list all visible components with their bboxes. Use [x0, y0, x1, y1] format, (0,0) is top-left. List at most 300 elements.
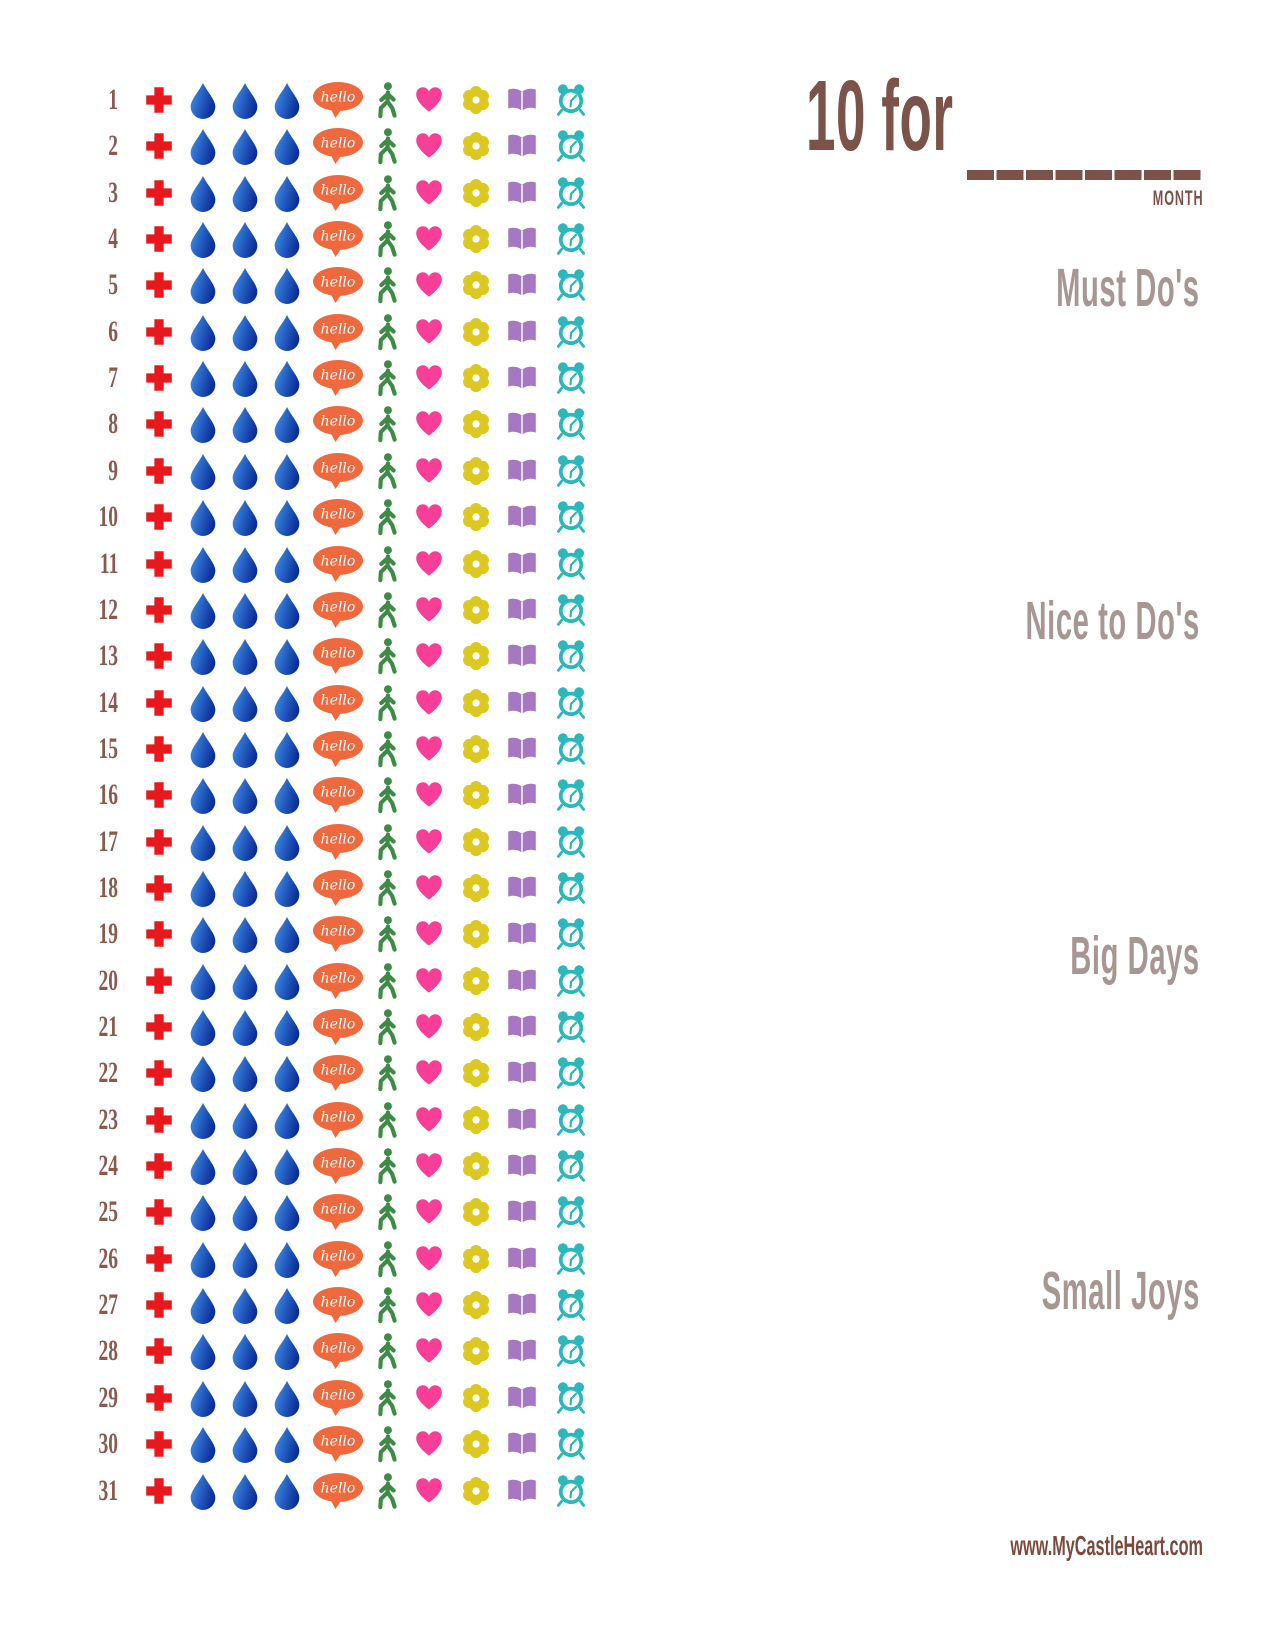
- water-drop-icon: [184, 1472, 222, 1510]
- alarm-clock-icon: [553, 498, 589, 536]
- day-number: 22: [98, 1056, 118, 1090]
- walking-person-icon: [368, 684, 406, 722]
- alarm-clock-icon: [553, 637, 589, 675]
- day-number: 10: [98, 500, 118, 534]
- flower-icon: [460, 1057, 493, 1090]
- walking-person-icon: [368, 962, 406, 1000]
- flower-icon: [460, 315, 493, 348]
- water-drop-icon: [184, 1425, 222, 1463]
- flower-icon: [460, 454, 493, 487]
- hello-speech-bubble-icon: [312, 359, 364, 397]
- walking-person-icon: [368, 452, 406, 490]
- tracker-row-15: [60, 727, 605, 771]
- open-book-icon: [505, 1151, 540, 1182]
- hello-speech-bubble-icon: [312, 730, 364, 768]
- alarm-clock-icon: [553, 545, 589, 583]
- red-cross-icon: [144, 316, 175, 347]
- red-cross-icon: [144, 1336, 175, 1367]
- hello-speech-bubble-icon: [312, 1147, 364, 1185]
- tracker-row-16: [60, 773, 605, 817]
- heart-icon: [412, 1475, 446, 1506]
- flower-icon: [460, 1474, 493, 1507]
- open-book-icon: [505, 502, 540, 533]
- red-cross-icon: [144, 1151, 175, 1182]
- alarm-clock-icon: [553, 127, 589, 165]
- heart-icon: [412, 826, 446, 857]
- water-drop-icon: [226, 359, 264, 397]
- day-number: 26: [98, 1241, 118, 1275]
- hello-speech-bubble-icon: [312, 869, 364, 907]
- hello-speech-bubble-icon: [312, 1054, 364, 1092]
- day-number: 4: [108, 222, 118, 256]
- water-drop-icon: [184, 684, 222, 722]
- water-drop-icon: [184, 962, 222, 1000]
- water-drop-icon: [226, 915, 264, 953]
- hello-speech-bubble-icon: [312, 545, 364, 583]
- hello-speech-bubble-icon: [312, 313, 364, 351]
- day-number: 6: [108, 314, 118, 348]
- flower-icon: [460, 547, 493, 580]
- water-drop-icon: [184, 498, 222, 536]
- flower-icon: [460, 640, 493, 673]
- water-drop-icon: [184, 869, 222, 907]
- hello-speech-bubble-icon: [312, 1332, 364, 1370]
- red-cross-icon: [144, 131, 175, 162]
- water-drop-icon: [184, 730, 222, 768]
- open-book-icon: [505, 641, 540, 672]
- water-drop-icon: [226, 1147, 264, 1185]
- red-cross-icon: [144, 826, 175, 857]
- heart-icon: [412, 224, 446, 255]
- heart-icon: [412, 316, 446, 347]
- day-number: 24: [98, 1149, 118, 1183]
- water-drop-icon: [268, 869, 306, 907]
- alarm-clock-icon: [553, 1332, 589, 1370]
- day-number: 3: [108, 175, 118, 209]
- red-cross-icon: [144, 502, 175, 533]
- heart-icon: [412, 1058, 446, 1089]
- water-drop-icon: [268, 220, 306, 258]
- heart-icon: [412, 131, 446, 162]
- section-label-small-joys: Small Joys: [1041, 1261, 1200, 1321]
- hello-speech-bubble-icon: [312, 1240, 364, 1278]
- open-book-icon: [505, 548, 540, 579]
- open-book-icon: [505, 316, 540, 347]
- water-drop-icon: [268, 1472, 306, 1510]
- water-drop-icon: [184, 174, 222, 212]
- open-book-icon: [505, 826, 540, 857]
- water-drop-icon: [226, 1472, 264, 1510]
- water-drop-icon: [184, 1147, 222, 1185]
- flower-icon: [460, 84, 493, 117]
- walking-person-icon: [368, 869, 406, 907]
- hello-speech-bubble-icon: [312, 684, 364, 722]
- alarm-clock-icon: [553, 684, 589, 722]
- water-drop-icon: [184, 1379, 222, 1417]
- water-drop-icon: [184, 776, 222, 814]
- open-book-icon: [505, 409, 540, 440]
- water-drop-icon: [226, 1193, 264, 1231]
- water-drop-icon: [268, 359, 306, 397]
- heart-icon: [412, 872, 446, 903]
- water-drop-icon: [268, 313, 306, 351]
- tracker-row-31: [60, 1469, 605, 1513]
- hello-speech-bubble-icon: [312, 1286, 364, 1324]
- alarm-clock-icon: [553, 359, 589, 397]
- water-drop-icon: [268, 730, 306, 768]
- red-cross-icon: [144, 85, 175, 116]
- red-cross-icon: [144, 594, 175, 625]
- hello-speech-bubble-icon: [312, 1193, 364, 1231]
- day-number: 2: [108, 129, 118, 163]
- red-cross-icon: [144, 1058, 175, 1089]
- water-drop-icon: [268, 823, 306, 861]
- walking-person-icon: [368, 637, 406, 675]
- alarm-clock-icon: [553, 452, 589, 490]
- day-number: 14: [98, 685, 118, 719]
- day-number: 1: [108, 83, 118, 116]
- red-cross-icon: [144, 455, 175, 486]
- hello-speech-bubble-icon: [312, 1472, 364, 1510]
- heart-icon: [412, 687, 446, 718]
- red-cross-icon: [144, 641, 175, 672]
- flower-icon: [460, 1196, 493, 1229]
- tracker-row-29: [60, 1376, 605, 1420]
- water-drop-icon: [268, 1240, 306, 1278]
- tracker-row-3: [60, 171, 605, 215]
- red-cross-icon: [144, 177, 175, 208]
- open-book-icon: [505, 85, 540, 116]
- flower-icon: [460, 130, 493, 163]
- tracker-row-14: [60, 681, 605, 725]
- water-drop-icon: [268, 684, 306, 722]
- water-drop-icon: [226, 313, 264, 351]
- water-drop-icon: [226, 220, 264, 258]
- water-drop-icon: [268, 1147, 306, 1185]
- water-drop-icon: [268, 81, 306, 119]
- flower-icon: [460, 964, 493, 997]
- alarm-clock-icon: [553, 730, 589, 768]
- tracker-row-25: [60, 1190, 605, 1234]
- walking-person-icon: [368, 81, 406, 119]
- walking-person-icon: [368, 359, 406, 397]
- heart-icon: [412, 1429, 446, 1460]
- heart-icon: [412, 85, 446, 116]
- hello-speech-bubble-icon: [312, 637, 364, 675]
- water-drop-icon: [268, 1379, 306, 1417]
- flower-icon: [460, 1011, 493, 1044]
- flower-icon: [460, 1381, 493, 1414]
- walking-person-icon: [368, 266, 406, 304]
- water-drop-icon: [184, 359, 222, 397]
- red-cross-icon: [144, 409, 175, 440]
- heart-icon: [412, 455, 446, 486]
- day-number: 16: [98, 778, 118, 812]
- open-book-icon: [505, 733, 540, 764]
- day-number: 5: [108, 268, 118, 302]
- section-label-big-days: Big Days: [1070, 926, 1200, 986]
- hello-speech-bubble-icon: [312, 915, 364, 953]
- red-cross-icon: [144, 363, 175, 394]
- red-cross-icon: [144, 1475, 175, 1506]
- section-label-nice-to-dos: Nice to Do's: [1025, 591, 1200, 651]
- day-number: 9: [108, 453, 118, 487]
- water-drop-icon: [226, 405, 264, 443]
- open-book-icon: [505, 594, 540, 625]
- open-book-icon: [505, 687, 540, 718]
- red-cross-icon: [144, 780, 175, 811]
- day-number: 13: [98, 639, 118, 673]
- tracker-row-18: [60, 866, 605, 910]
- tracker-row-27: [60, 1283, 605, 1327]
- heart-icon: [412, 270, 446, 301]
- walking-person-icon: [368, 220, 406, 258]
- heart-icon: [412, 1104, 446, 1135]
- month-blank-line: [967, 170, 1203, 180]
- hello-speech-bubble-icon: [312, 776, 364, 814]
- red-cross-icon: [144, 1290, 175, 1321]
- water-drop-icon: [268, 405, 306, 443]
- hello-speech-bubble-icon: [312, 1008, 364, 1046]
- flower-icon: [460, 686, 493, 719]
- red-cross-icon: [144, 1382, 175, 1413]
- tracker-row-22: [60, 1051, 605, 1095]
- walking-person-icon: [368, 1008, 406, 1046]
- page-title: [806, 60, 1084, 172]
- water-drop-icon: [184, 220, 222, 258]
- flower-icon: [460, 223, 493, 256]
- heart-icon: [412, 780, 446, 811]
- water-drop-icon: [226, 452, 264, 490]
- day-number: 31: [98, 1473, 118, 1507]
- heart-icon: [412, 965, 446, 996]
- red-cross-icon: [144, 1012, 175, 1043]
- walking-person-icon: [368, 405, 406, 443]
- heart-icon: [412, 177, 446, 208]
- flower-icon: [460, 593, 493, 626]
- walking-person-icon: [368, 823, 406, 861]
- alarm-clock-icon: [553, 1379, 589, 1417]
- tracker-row-13: [60, 634, 605, 678]
- water-drop-icon: [226, 1008, 264, 1046]
- day-number: 25: [98, 1195, 118, 1229]
- open-book-icon: [505, 131, 540, 162]
- day-number: 23: [98, 1102, 118, 1136]
- walking-person-icon: [368, 1240, 406, 1278]
- walking-person-icon: [368, 591, 406, 629]
- tracker-row-19: [60, 912, 605, 956]
- flower-icon: [460, 501, 493, 534]
- alarm-clock-icon: [553, 174, 589, 212]
- heart-icon: [412, 1151, 446, 1182]
- hello-speech-bubble-icon: [312, 498, 364, 536]
- red-cross-icon: [144, 919, 175, 950]
- alarm-clock-icon: [553, 962, 589, 1000]
- water-drop-icon: [226, 498, 264, 536]
- heart-icon: [412, 1336, 446, 1367]
- hello-speech-bubble-icon: [312, 127, 364, 165]
- water-drop-icon: [184, 81, 222, 119]
- day-number: 28: [98, 1334, 118, 1368]
- water-drop-icon: [226, 1054, 264, 1092]
- flower-icon: [460, 408, 493, 441]
- water-drop-icon: [184, 1286, 222, 1324]
- heart-icon: [412, 1290, 446, 1321]
- day-number: 7: [108, 361, 118, 395]
- red-cross-icon: [144, 872, 175, 903]
- open-book-icon: [505, 363, 540, 394]
- red-cross-icon: [144, 965, 175, 996]
- water-drop-icon: [184, 1054, 222, 1092]
- walking-person-icon: [368, 1147, 406, 1185]
- day-number: 30: [98, 1427, 118, 1461]
- flower-icon: [460, 1242, 493, 1275]
- water-drop-icon: [226, 591, 264, 629]
- water-drop-icon: [184, 452, 222, 490]
- open-book-icon: [505, 1290, 540, 1321]
- heart-icon: [412, 733, 446, 764]
- water-drop-icon: [268, 637, 306, 675]
- tracker-row-11: [60, 542, 605, 586]
- alarm-clock-icon: [553, 1472, 589, 1510]
- flower-icon: [460, 779, 493, 812]
- alarm-clock-icon: [553, 266, 589, 304]
- open-book-icon: [505, 1243, 540, 1274]
- walking-person-icon: [368, 1472, 406, 1510]
- flower-icon: [460, 176, 493, 209]
- open-book-icon: [505, 1429, 540, 1460]
- alarm-clock-icon: [553, 81, 589, 119]
- walking-person-icon: [368, 1286, 406, 1324]
- heart-icon: [412, 1197, 446, 1228]
- day-number: 17: [98, 824, 118, 858]
- tracker-row-17: [60, 820, 605, 864]
- red-cross-icon: [144, 1197, 175, 1228]
- water-drop-icon: [268, 127, 306, 165]
- water-drop-icon: [226, 266, 264, 304]
- open-book-icon: [505, 965, 540, 996]
- flower-icon: [460, 1428, 493, 1461]
- water-drop-icon: [184, 405, 222, 443]
- open-book-icon: [505, 1336, 540, 1367]
- hello-speech-bubble-icon: [312, 823, 364, 861]
- water-drop-icon: [268, 174, 306, 212]
- tracker-row-5: [60, 263, 605, 307]
- hello-speech-bubble-icon: [312, 452, 364, 490]
- walking-person-icon: [368, 498, 406, 536]
- water-drop-icon: [268, 1101, 306, 1139]
- day-number: 15: [98, 731, 118, 765]
- alarm-clock-icon: [553, 1425, 589, 1463]
- open-book-icon: [505, 780, 540, 811]
- tracker-row-30: [60, 1422, 605, 1466]
- red-cross-icon: [144, 1104, 175, 1135]
- heart-icon: [412, 363, 446, 394]
- water-drop-icon: [268, 1332, 306, 1370]
- water-drop-icon: [184, 1008, 222, 1046]
- water-drop-icon: [226, 1379, 264, 1417]
- open-book-icon: [505, 1475, 540, 1506]
- water-drop-icon: [184, 313, 222, 351]
- water-drop-icon: [226, 962, 264, 1000]
- walking-person-icon: [368, 1054, 406, 1092]
- water-drop-icon: [226, 730, 264, 768]
- open-book-icon: [505, 270, 540, 301]
- open-book-icon: [505, 455, 540, 486]
- water-drop-icon: [268, 591, 306, 629]
- red-cross-icon: [144, 270, 175, 301]
- tracker-row-24: [60, 1144, 605, 1188]
- water-drop-icon: [268, 452, 306, 490]
- water-drop-icon: [184, 823, 222, 861]
- water-drop-icon: [268, 1286, 306, 1324]
- heart-icon: [412, 919, 446, 950]
- walking-person-icon: [368, 127, 406, 165]
- hello-speech-bubble-icon: [312, 1101, 364, 1139]
- day-number: 11: [99, 546, 118, 580]
- water-drop-icon: [226, 174, 264, 212]
- tracker-row-2: [60, 124, 605, 168]
- walking-person-icon: [368, 915, 406, 953]
- tracker-row-9: [60, 449, 605, 493]
- water-drop-icon: [184, 1101, 222, 1139]
- water-drop-icon: [184, 1193, 222, 1231]
- tracker-row-21: [60, 1005, 605, 1049]
- tracker-row-23: [60, 1098, 605, 1142]
- walking-person-icon: [368, 313, 406, 351]
- flower-icon: [460, 1289, 493, 1322]
- water-drop-icon: [268, 1193, 306, 1231]
- alarm-clock-icon: [553, 1147, 589, 1185]
- water-drop-icon: [268, 498, 306, 536]
- hello-speech-bubble-icon: [312, 220, 364, 258]
- water-drop-icon: [268, 915, 306, 953]
- alarm-clock-icon: [553, 1054, 589, 1092]
- water-drop-icon: [184, 915, 222, 953]
- flower-icon: [460, 1150, 493, 1183]
- water-drop-icon: [226, 81, 264, 119]
- day-number: 8: [108, 407, 118, 441]
- water-drop-icon: [268, 266, 306, 304]
- day-number: 21: [98, 1010, 118, 1043]
- day-number: 12: [98, 592, 118, 626]
- day-number: 29: [98, 1380, 118, 1414]
- day-number: 27: [98, 1288, 118, 1322]
- tracker-row-8: [60, 402, 605, 446]
- water-drop-icon: [184, 545, 222, 583]
- tracker-row-20: [60, 959, 605, 1003]
- open-book-icon: [505, 1012, 540, 1043]
- heart-icon: [412, 502, 446, 533]
- open-book-icon: [505, 919, 540, 950]
- water-drop-icon: [226, 1425, 264, 1463]
- section-label-must-dos: Must Do's: [1056, 258, 1200, 318]
- tracker-row-28: [60, 1329, 605, 1373]
- red-cross-icon: [144, 548, 175, 579]
- heart-icon: [412, 1012, 446, 1043]
- walking-person-icon: [368, 730, 406, 768]
- tracker-row-26: [60, 1237, 605, 1281]
- flower-icon: [460, 918, 493, 951]
- flower-icon: [460, 1103, 493, 1136]
- habit-tracker-grid: [60, 78, 605, 1538]
- flower-icon: [460, 362, 493, 395]
- day-number: 18: [98, 870, 118, 904]
- tracker-row-6: [60, 310, 605, 354]
- water-drop-icon: [226, 823, 264, 861]
- water-drop-icon: [268, 776, 306, 814]
- red-cross-icon: [144, 1429, 175, 1460]
